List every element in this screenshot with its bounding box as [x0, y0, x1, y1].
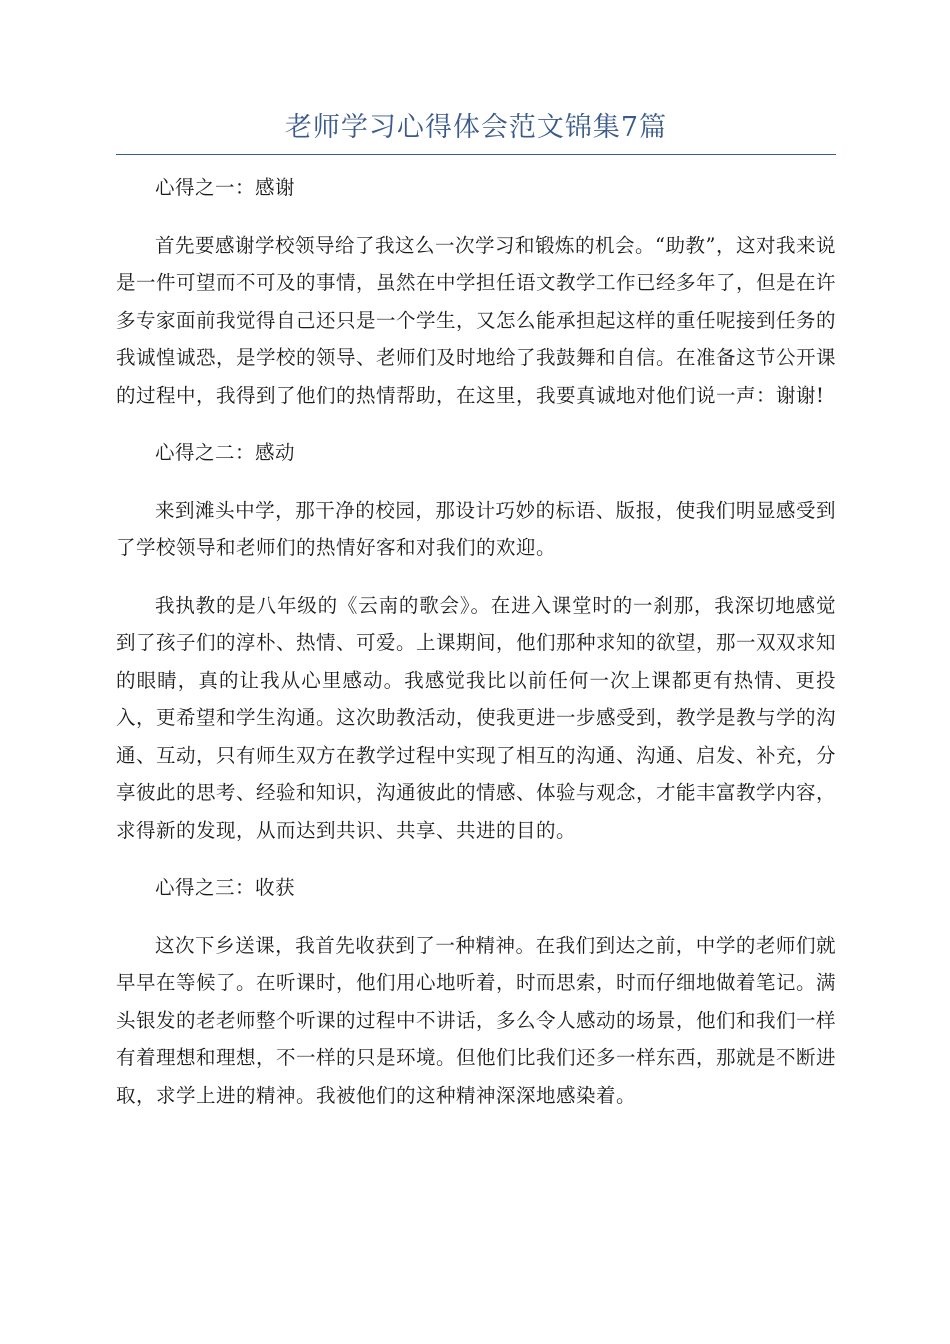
paragraph-gap: [116, 472, 836, 492]
section-heading: 心得之三：收获: [155, 876, 296, 899]
title-underline: [116, 154, 836, 155]
paragraph-gap: [116, 907, 836, 927]
paragraph-gap: [116, 207, 836, 227]
document-title: 老师学习心得体会范文锦集7篇: [284, 112, 668, 143]
paragraph-gap: [116, 849, 836, 869]
paragraph: 我执教的是八年级的《云南的歌会》。在进入课堂时的一刹那，我深切地感觉到了孩子们的淳朴、热情、可爱。上课期间，他们那种求知的欲望，那一双双求知的眼睛，真的让我从心里感动。我感觉我比以前任何一次上课都更有热情、更投入，更希望和学生沟通。这次助教活动，使我更进一步感受到，教学是教与学的沟通、互动，只有师生双方在教学过程中实现了相互的沟通、沟通、启发、补充，分享彼此的思考、经验和知识，沟通彼此的情感、体验与观念，才能丰富教学内容，求得新的发现，从而达到共识、共享、共进的目的。: [116, 593, 837, 842]
paragraph-gap: [116, 567, 836, 587]
document-body: [116, 169, 836, 1114]
paragraph-gap: [116, 414, 836, 434]
paragraph: 来到滩头中学，那干净的校园，那设计巧妙的标语、版报，使我们明显感受到了学校领导和老师们的热情好客和对我们的欢迎。: [116, 498, 836, 559]
paragraph: 首先要感谢学校领导给了我这么一次学习和锻炼的机会。“助教”，这对我来说是一件可望而不可及的事情，虽然在中学担任语文教学工作已经多年了，但是在许多专家面前我觉得自己还只是一个学生，又怎么能承担起这样的重任呢接到任务的我诚惶诚恐，是学校的领导、老师们及时地给了我鼓舞和自信。在准备这节公开课的过程中，我得到了他们的热情帮助，在这里，我要真诚地对他们说一声：谢谢!: [116, 233, 837, 407]
section-heading: 心得之一：感谢: [155, 176, 296, 199]
document-page: [116, 108, 836, 1114]
section-heading: 心得之二：感动: [155, 441, 296, 464]
paragraph: 这次下乡送课，我首先收获到了一种精神。在我们到达之前，中学的老师们就早早在等候了。在听课时，他们用心地听着，时而思索，时而仔细地做着笔记。满头银发的老老师整个听课的过程中不讲话，多么令人感动的场景，他们和我们一样有着理想和理想，不一样的只是环境。但他们比我们还多一样东西，那就是不断进取，求学上进的精神。我被他们的这种精神深深地感染着。: [116, 933, 837, 1107]
